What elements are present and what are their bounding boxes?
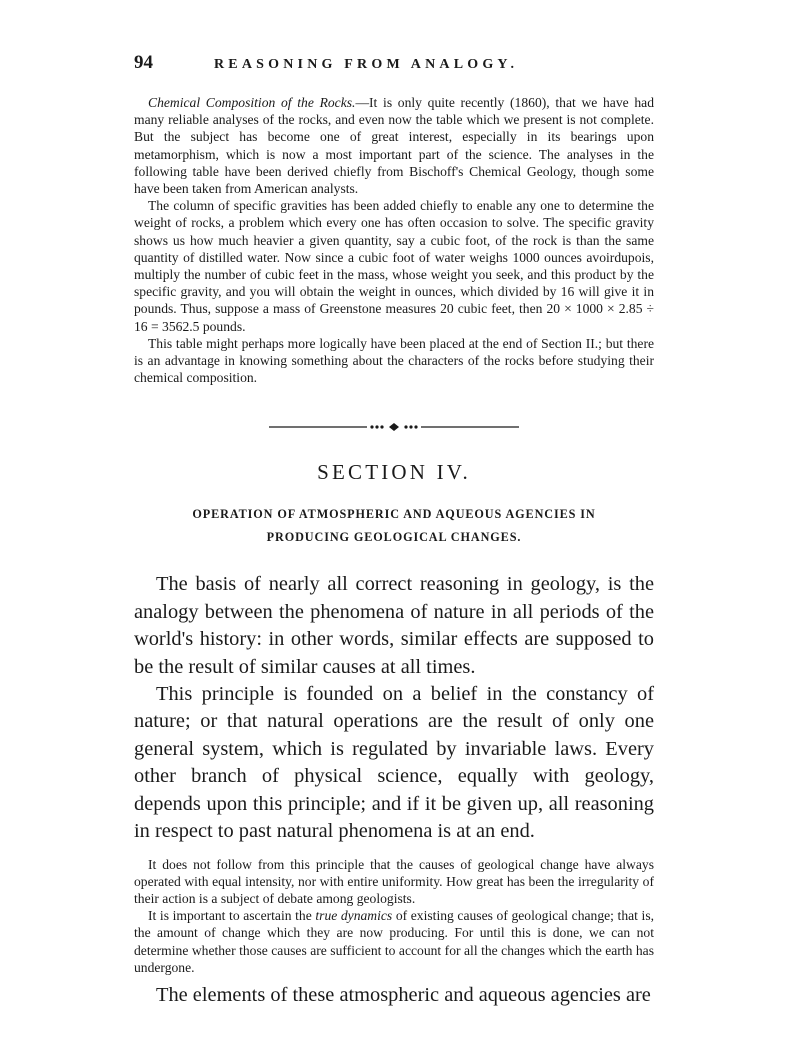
book-page [134,52,654,1009]
intro-text [134,94,654,386]
intro-paragraph-1-lead: Chemical Composition of the Rocks. [148,95,356,110]
intro-paragraph-1-text: —It is only quite recently (1860), that we have had many reliable analyses of the rocks, and even now the table which we present is not complete. But the subject has become one of great interest, especially in its bearings upon metamorphism, which is now a most important part of the science. The analyses in the following table have been derived chiefly from Bischoff's Chemical Geology, though some have been taken from American analysts. [134,95,654,197]
running-header [134,52,654,80]
note-paragraph-2-italic: true dynamics [315,908,393,924]
ornamental-divider [134,422,654,432]
intro-paragraph-2: The column of specific gravities has been added chiefly to enable any one to determine the weight of rocks, a problem which every one has often occasion to solve. The specific gravity shows us how much heavier a given quantity, say a cubic foot, of the rock is than the same quantity of distilled water. Now since a cubic foot of water weighs 1000 ounces avoirdupois, multiply the number of cubic feet in the mass, whose weight you seek, and this product by the specific gravity, and you will obtain the weight in ounces, which divided by 16 will give it in pounds. Thus, suppose a mass of Greenstone measures 20 cubic feet, then 20 × 1000 × 2.85 ÷ 16 = 3562.5 pounds. [134,198,654,334]
section-subheading-line-2: PRODUCING GEOLOGICAL CHANGES. [266,530,522,545]
note-paragraph-2-before: It is important to ascertain the [148,908,316,924]
note-paragraph-2 [134,907,654,976]
intro-paragraph-3: This table might perhaps more logically have been placed at the end of Section II.; but there is an advantage in knowing something about the characters of the rocks before studying their chemical composition. [134,335,654,386]
note-paragraph-1: It does not follow from this principle that the causes of geological change have always operated with equal intensity, nor with entire uniformity. How great has been the irregularity of their action is a subject of debate among geologists. [134,856,654,906]
note-paragraph-2-after: of existing causes of geological change; that is, the amount of change which they are now producing. For until this is done, we can not determine whether those causes are sufficient to account for all the changes which the earth has undergone. [134,908,655,975]
main-paragraph-1: The basis of nearly all correct reasoning in geology, is the analogy between the phenomena of nature in all periods of the world's history: in other words, similar effects are supposed to be the result of similar causes at all times. [134,573,654,678]
section-subheading [134,503,654,549]
intro-paragraph-1 [134,94,654,197]
section-subheading-line-1: OPERATION OF ATMOSPHERIC AND AQUEOUS AGENCIES IN [192,507,596,522]
notes-text [134,856,654,976]
running-title: REASONING FROM ANALOGY. [214,57,519,72]
closing-line: The elements of these atmospheric and aqueous agencies are [156,983,651,1006]
page-number: 94 [134,52,153,73]
section-heading: SECTION IV. [317,460,471,485]
main-paragraph-2: This principle is founded on a belief in the constancy of nature; or that natural operations are the result of only one general system, which is regulated by invariable laws. Every other branch of physical science, equally with geology, depends upon this principle; and if it be given up, all reasoning in respect to past natural phenomena is at an end. [134,683,654,843]
ornamental-rule-icon [269,422,519,432]
main-text [134,571,654,845]
